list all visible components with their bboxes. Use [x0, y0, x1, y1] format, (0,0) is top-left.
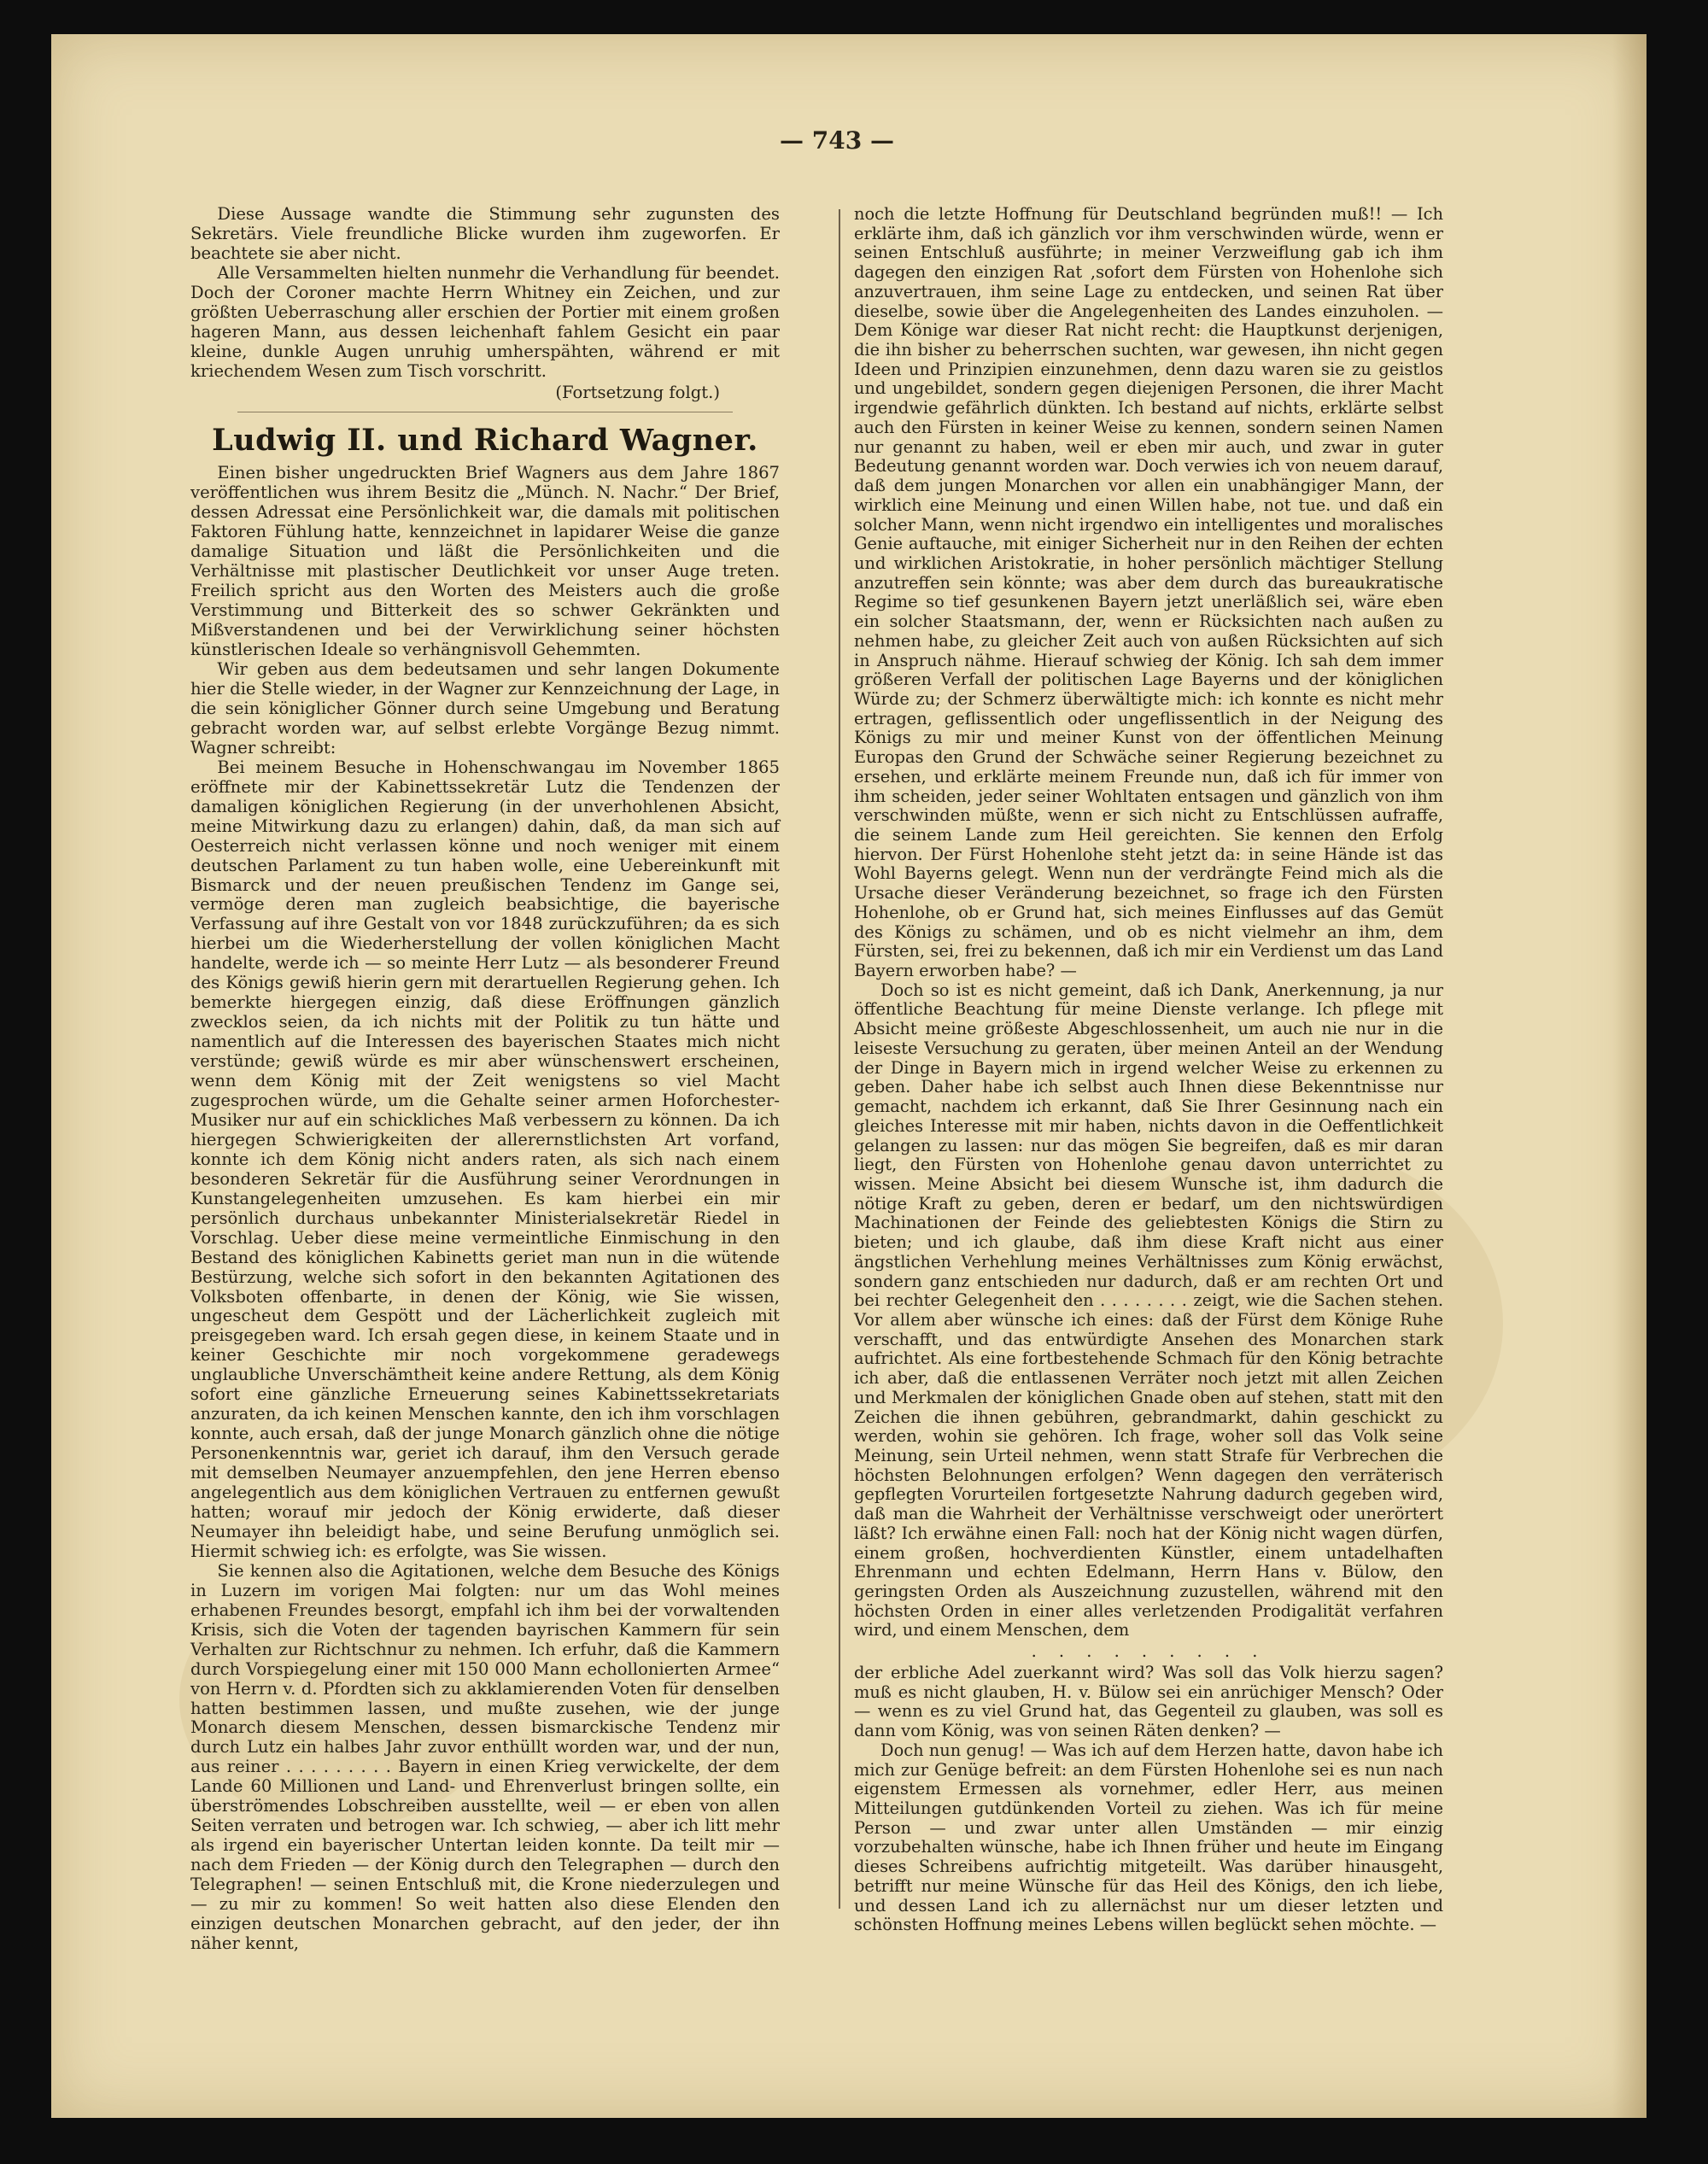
- article-paragraph: noch die letzte Hoffnung für Deutschland begründen muß!! — Ich erklärte ihm, daß ich gänzlich vor ihm verschwinden würde, wenn er seinen Entschluß ausführte; in meiner Verzweiflung gab ich ihm dagegen den einzigen Rat ,sofort dem Fürsten von Hohenlohe sich anzuvertrauen, ihm seine Lage zu entdecken, und seinen Rat über dieselbe, sowie über die Angelegenheiten des Landes einzuholen. — Dem Könige war dieser Rat nicht recht: die Hauptkunst derjenigen, die ihn bisher zu beherrschen suchten, war gewesen, ihn nicht gegen Ideen und Prinzipien einzunehmen, denn dazu waren sie zu geistlos und ungebildet, sondern gegen diejenigen Personen, die ihrer Macht irgendwie gefährlich dünkten. Ich bestand auf nichts, erklärte selbst auch den Fürsten in keiner Weise zu kennen, sondern seinen Namen nur genannt zu haben, weil er eben mir auch, und zwar in guter Bedeutung genannt worden war. Doch verwies ich von neuem darauf, daß dem jungen Monarchen vor allen ein unabhängiger Mann, der wirklich eine Meinung und einen Willen habe, not tue. und daß ein solcher Mann, wenn nicht irgendwo ein intelligentes und moralisches Genie auftauche, mit einiger Sicherheit nur in den Reihen der echten und wirklichen Aristokratie, in hoher persönlich mächtiger Stellung anzutreffen sein könnte; was aber dem durch das bureaukratische Regime so tief gesunkenen Bayern jetzt unerläßlich sei, wäre eben ein solcher Staatsmann, der, wenn er Rücksichten nach außen zu nehmen habe, zu gleicher Zeit auch von außen Rücksichten auf sich in Anspruch nähme. Hierauf schwieg der König. Ich sah dem immer größeren Verfall der politischen Lage Bayerns und der königlichen Würde zu; der Schmerz überwältigte mich: ich konnte es nicht mehr ertragen, geflissentlich oder ungeflissentlich in der Neigung des Königs zu mir und meiner Kunst von der öffentlichen Meinung Europas den Grund der Schwäche seiner Regierung bezeichnet zu ersehen, und erklärte meinem Freunde nun, daß ich für immer von ihm scheiden, jeder seiner Wohltaten entsagen und gänzlich von ihm verschwinden müßte, wenn er sich nicht zu Entschlüssen aufraffe, die seinem Lande zum Heil gereichten. Sie kennen den Erfolg hiervon. Der Fürst Hohenlohe steht jetzt da: in seine Hände ist das Wohl Bayerns gelegt. Wenn nun der verdrängte Feind mich als die Ursache dieser Veränderung bezeichnet, so frage ich den Fürsten Hohenlohe, ob er Grund hat, sich meines Einflusses auf das Gemüt des Königs zu schämen, und ob es nicht vielmehr an ihm, dem Fürsten, sei, frei zu bekennen, daß ich mir ein Verdienst um das Land Bayern erworben habe? —: [854, 204, 1443, 981]
- article-paragraph: Einen bisher ungedruckten Brief Wagners aus dem Jahre 1867 veröffentlichen wus ihrem Besitz die „Münch. N. Nachr.“ Der Brief, dessen Adressat eine Persönlichkeit war, die damals mit politischen Faktoren Fühlung hatte, kennzeichnet in lapidarer Weise die ganze damalige Situation und läßt die Persönlichkeiten und die Verhältnisse mit plastischer Deutlichkeit vor unser Auge treten. Freilich spricht aus den Worten des Meisters auch die große Verstimmung und Bitterkeit des so schwer Gekränkten und Mißverstandenen und bei der Verwirklichung seiner höchsten künstlerischen Ideale so verhängnisvoll Gehemmten.: [190, 463, 780, 660]
- article-paragraph: Sie kennen also die Agitationen, welche dem Besuche des Königs in Luzern im vorigen Mai folgten: nur um das Wohl meines erhabenen Freundes besorgt, empfahl ich ihm bei der vorwaltenden Krisis, sich die Voten der tagenden bayrischen Kammern für sein Verhalten zur Richtschnur zu nehmen. Ich erfuhr, daß die Kammern durch Vorspiegelung einer mit 150 000 Mann echollonierten Armee“ von Herrn v. d. Pfordten sich zu akklamierenden Voten für denselben hatten bestimmen lassen, und mußte zusehen, wie der junge Monarch diesem Menschen, dessen bismarckische Tendenz mir durch Lutz ein halbes Jahr zuvor enthüllt worden war, und der nun, aus reiner . . . . . . . . . Bayern in einen Krieg verwickelte, der dem Lande 60 Millionen und Land- und Ehrenverlust bringen sollte, ein überströmendes Lobschreiben ausstellte, weil — er eben von allen Seiten verraten und betrogen war. Ich schwieg, — aber ich litt mehr als irgend ein bayerischer Untertan leiden konnte. Da teilt mir — nach dem Frieden — der König durch den Telegraphen — durch den Telegraphen! — seinen Entschluß mit, die Krone niederzulegen und — zu mir zu kommen! So weit hatten also diese Elenden den einzigen deutschen Monarchen gebracht, auf den jeder, der ihn näher kennt,: [190, 1560, 780, 1953]
- right-column: [854, 205, 1443, 1935]
- continued-label: (Fortsetzung folgt.): [555, 382, 720, 402]
- omission-dots: . . . . . . . . .: [1031, 1641, 1266, 1662]
- article-paragraph: Doch so ist es nicht gemeint, daß ich Dank, Anerkennung, ja nur öffentliche Beachtung für meine Dienste verlange. Ich pflege mit Absicht meine größeste Abgeschlossenheit, um auch nie nur in die leiseste Versuchung zu geraten, über meinen Anteil an der Wendung der Dinge in Bayern mich in irgend welcher Weise zu erkennen zu geben. Daher habe ich selbst auch Ihnen diese Bekenntnisse nur gemacht, nachdem ich erkannt, daß Sie Ihrer Gesinnung nach ein gleiches Interesse mit mir haben, nichts davon in die Oeffentlichkeit gelangen zu lassen: nur das mögen Sie begreifen, daß es mir daran liegt, den Fürsten von Hohenlohe genau davon unterrichtet zu wissen. Meine Absicht bei diesem Wunsche ist, ihm dadurch die nötige Kraft zu geben, deren er bedarf, um den nichtswürdigen Machinationen der Feinde des geliebtesten Königs die Stirn zu bieten; und ich glaube, daß ihm diese Kraft nicht aus einer ängstlichen Verhehlung meines Verhältnisses zum König erwächst, sondern ganz entschieden nur dadurch, daß er am rechten Ort und bei rechter Gelegenheit den . . . . . . . . zeigt, wie die Sachen stehen. Vor allem aber wünsche ich eines: daß der Fürst dem Könige Ruhe verschafft, und das entwürdigte Ansehen des Monarchen stark aufrichtet. Als eine fortbestehende Schmach für den König betrachte ich aber, daß die entlassenen Verräter noch jetzt mit allen Zeichen und Merkmalen der königlichen Gnade oben auf stehen, statt mit den Zeichen die ihnen gebühren, gebrandmarkt, dahin geschickt zu werden, wohin sie gehören. Ich frage, woher soll das Volk seine Meinung, sein Urteil nehmen, wenn statt Strafe für Verbrechen die höchsten Belohnungen erfolgen? Wenn dagegen den verräterisch gepflegten Vorurteilen fortgesetzte Nahrung dadurch gegeben wird, daß man die Wahrheit der Verhältnisse verschweigt oder unerörtert läßt? Ich erwähne einen Fall: noch hat der König nicht wagen dürfen, einem großen, hochverdienten Künstler, einem untadelhaften Ehrenmann und echten Edelmann, Herrn Hans v. Bülow, den geringsten Orden als Auszeichnung zuzustellen, während mit den höchsten Orden in einer alles verletzenden Prodigalität verfahren wird, und einem Menschen, dem: [854, 980, 1443, 1641]
- paper-edge: [1612, 34, 1647, 2118]
- article-paragraph: Wir geben aus dem bedeutsamen und sehr langen Dokumente hier die Stelle wieder, in der Wagner zur Kennzeichnung der Lage, in die sein königlicher Gönner durch seine Umgebung und Beratung gebracht worden war, auf selbst erlebte Vorgänge Bezug nimmt. Wagner schreibt:: [190, 659, 780, 757]
- article-paragraph: Bei meinem Besuche in Hohenschwangau im November 1865 eröffnete mir der Kabinettssekretär Lutz die Tendenzen der damaligen königlichen Regierung (in der unverhohlenen Absicht, meine Mitwirkung dazu zu erlangen) dahin, daß, da man sich auf Oesterreich nicht verlassen könne und noch weniger mit einem deutschen Parlament zu tun haben wolle, eine Uebereinkunft mit Bismarck und der neuen preußischen Tendenz im Gange sei, vermöge deren man zugleich beabsichtige, die bayerische Verfassung auf ihre Gestalt von vor 1848 zurückzuführen; da es sich hierbei um die Wiederherstellung der vollen königlichen Macht handelte, werde ich — so meinte Herr Lutz — als besonderer Freund des Königs gewiß hierin gern mit derartuellen Regierung gehen. Ich bemerkte hiergegen einzig, daß diese Eröffnungen gänzlich zwecklos seien, da ich nichts mit der Politik zu tun hätte und namentlich auf die Interessen des bayerischen Staates mich nicht verstünde; gewiß würde es mir aber wünschenswert erscheinen, wenn dem König mit der Zeit wenigstens so viel Macht zugesprochen würde, um die Gehalte seiner armen Hoforchester-Musiker nur auf ein schickliches Maß verbessern zu können. Da ich hiergegen Schwierigkeiten der allerernstlichsten Art vorfand, konnte ich dem König nicht anders raten, als sich nach einem besonderen Sekretär für die Ausführung seiner Verordnungen in Kunstangelegenheiten umzusehen. Es kam hierbei ein mir persönlich durchaus unbekannter Ministerialsekretär Riedel in Vorschlag. Ueber diese meine vermeintliche Einmischung in den Bestand des königlichen Kabinetts geriet man nun in die wütende Bestürzung, welche sich sofort in den bekannten Agitationen des Volksboten offenbarte, in denen der König, wie Sie wissen, ungescheut dem Gespött und der Lächerlichkeit zugleich mit preisgegeben ward. Ich ersah gegen diese, in keinem Staate und in keiner Geschichte mir noch vorgekommene geradewegs unglaubliche Unverschämtheit keine andere Rettung, als dem König sofort eine gänzliche Erneuerung seines Kabinettssekretariats anzuraten, da ich keinen Menschen kannte, den ich ihm vorschlagen konnte, auch ersah, daß der junge Monarch gänzlich ohne die nötige Personenkenntnis war, geriet ich darauf, ihm den Versuch gerade mit demselben Neumayer anzuempfehlen, den jene Herren ebenso angelegentlich aus dem königlichen Vertrauen zu entfernen gewußt hatten; worauf mir jedoch der König erwiderte, daß dieser Neumayer ihn beleidigt habe, und seine Berufung unmöglich sei. Hiermit schwieg ich: es erfolgte, was Sie wissen.: [190, 757, 780, 1561]
- column-divider: [839, 209, 840, 1909]
- page-number: — 743 —: [780, 126, 894, 155]
- story-paragraph: Diese Aussage wandte die Stimmung sehr zugunsten des Sekretärs. Viele freundliche Blicke wurden ihm zugeworfen. Er beachtete sie aber nicht.: [190, 204, 780, 263]
- article-paragraph: der erbliche Adel zuerkannt wird? Was soll das Volk hierzu sagen? muß es nicht glauben, H. v. Bülow sei ein anrüchiger Mensch? Oder — wenn es zu viel Grund hat, das Gegenteil zu glauben, was soll es dann vom König, was von seinen Räten denken? —: [854, 1662, 1443, 1741]
- story-paragraph: Alle Versammelten hielten nunmehr die Verhandlung für beendet. Doch der Coroner machte Herrn Whitney ein Zeichen, und zur größten Ueberraschung aller erschien der Portier mit einem großen hageren Mann, aus dessen leichenhaft fahlem Gesicht ein paar kleine, dunkle Augen unruhig umherspähten, während er mit kriechendem Wesen zum Tisch vorschritt.: [190, 262, 780, 381]
- left-column: [190, 205, 780, 1954]
- article-paragraph: Doch nun genug! — Was ich auf dem Herzen hatte, davon habe ich mich zur Genüge befreit: an dem Fürsten Hohenlohe sei es nun nach eigenstem Ermessen als vornehmer, edler Herr, aus meinen Mitteilungen gutdünkenden Vorteil zu ziehen. Was ich für meine Person — und zwar unter allen Umständen — mir einzig vorzubehalten wünsche, habe ich Ihnen früher und heute im Eingang dieses Schreibens aufrichtig mitgeteilt. Was darüber hinausgeht, betrifft nur meine Wünsche für das Heil des Königs, den ich liebe, und dessen Land ich zu allernächst nur um dieser letzten und schönsten Hoffnung meines Lebens willen beglückt sehen möchte. —: [854, 1740, 1443, 1935]
- article-headline: Ludwig II. und Richard Wagner.: [212, 422, 758, 458]
